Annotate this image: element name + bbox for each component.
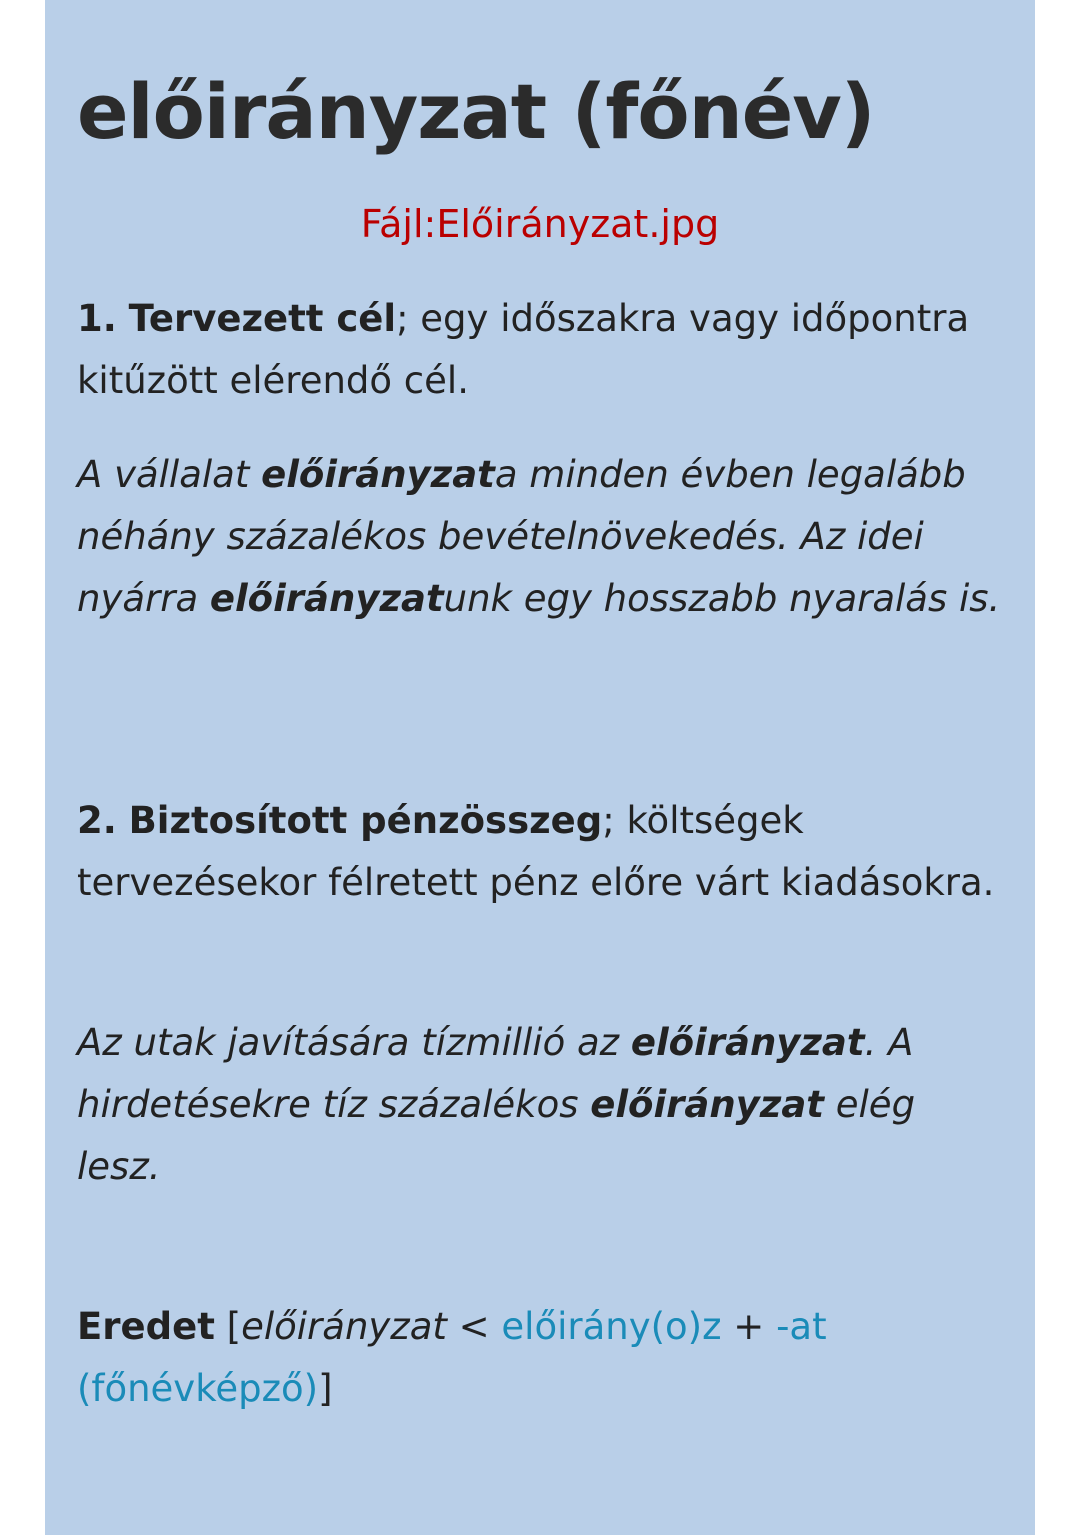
- example-2: [77, 1012, 1007, 1198]
- etymology-link-suffix-type[interactable]: (főnévképző): [77, 1367, 319, 1410]
- etymology-link-suffix[interactable]: -at: [776, 1305, 827, 1348]
- example-1-part3: unk egy hosszabb nyaralás is.: [443, 577, 1001, 620]
- definition-2: [77, 790, 1007, 914]
- example-1-part1: A vállalat: [77, 453, 262, 496]
- etymology: [77, 1296, 1007, 1420]
- etymology-label: Eredet: [77, 1305, 215, 1348]
- etymology-link-root[interactable]: előirány(o)z: [501, 1305, 722, 1348]
- example-2-part1: Az utak javítására tízmillió az: [77, 1021, 631, 1064]
- definition-1-text: ; egy időszakra vagy időpontra kitűzött elérendő cél.: [77, 297, 970, 402]
- etymology-word: előirányzat: [241, 1305, 447, 1348]
- etymology-plus: +: [721, 1305, 777, 1348]
- example-1-part2: a minden évben legalább néhány százalékos bevételnövekedés. Az idei nyárra: [77, 453, 966, 620]
- example-1-bold2: előirányzat: [209, 577, 444, 620]
- etymology-less-than: <: [446, 1305, 502, 1348]
- example-1: [77, 444, 1007, 630]
- example-2-part3: elég lesz.: [77, 1083, 916, 1188]
- entry-panel: [45, 0, 1035, 1535]
- definition-1: [77, 288, 1007, 412]
- example-2-part2: . A hirdetésekre tíz százalékos: [77, 1021, 914, 1126]
- etymology-close-bracket: ]: [318, 1367, 333, 1410]
- entry-title: előirányzat (főnév): [77, 67, 875, 156]
- definition-1-number: 1.: [77, 297, 117, 340]
- definition-2-term: Biztosított pénzösszeg: [128, 799, 603, 842]
- example-2-bold1: előirányzat: [630, 1021, 865, 1064]
- definition-2-number: 2.: [77, 799, 117, 842]
- definition-2-text: ; költségek tervezésekor félretett pénz előre várt kiadásokra.: [77, 799, 995, 904]
- definition-1-term: Tervezett cél: [128, 297, 397, 340]
- example-1-bold1: előirányzat: [261, 453, 495, 496]
- image-file-link[interactable]: Fájl:Előirányzat.jpg: [360, 202, 720, 246]
- example-2-bold2: előirányzat: [590, 1083, 824, 1126]
- etymology-open-bracket: [: [214, 1305, 242, 1348]
